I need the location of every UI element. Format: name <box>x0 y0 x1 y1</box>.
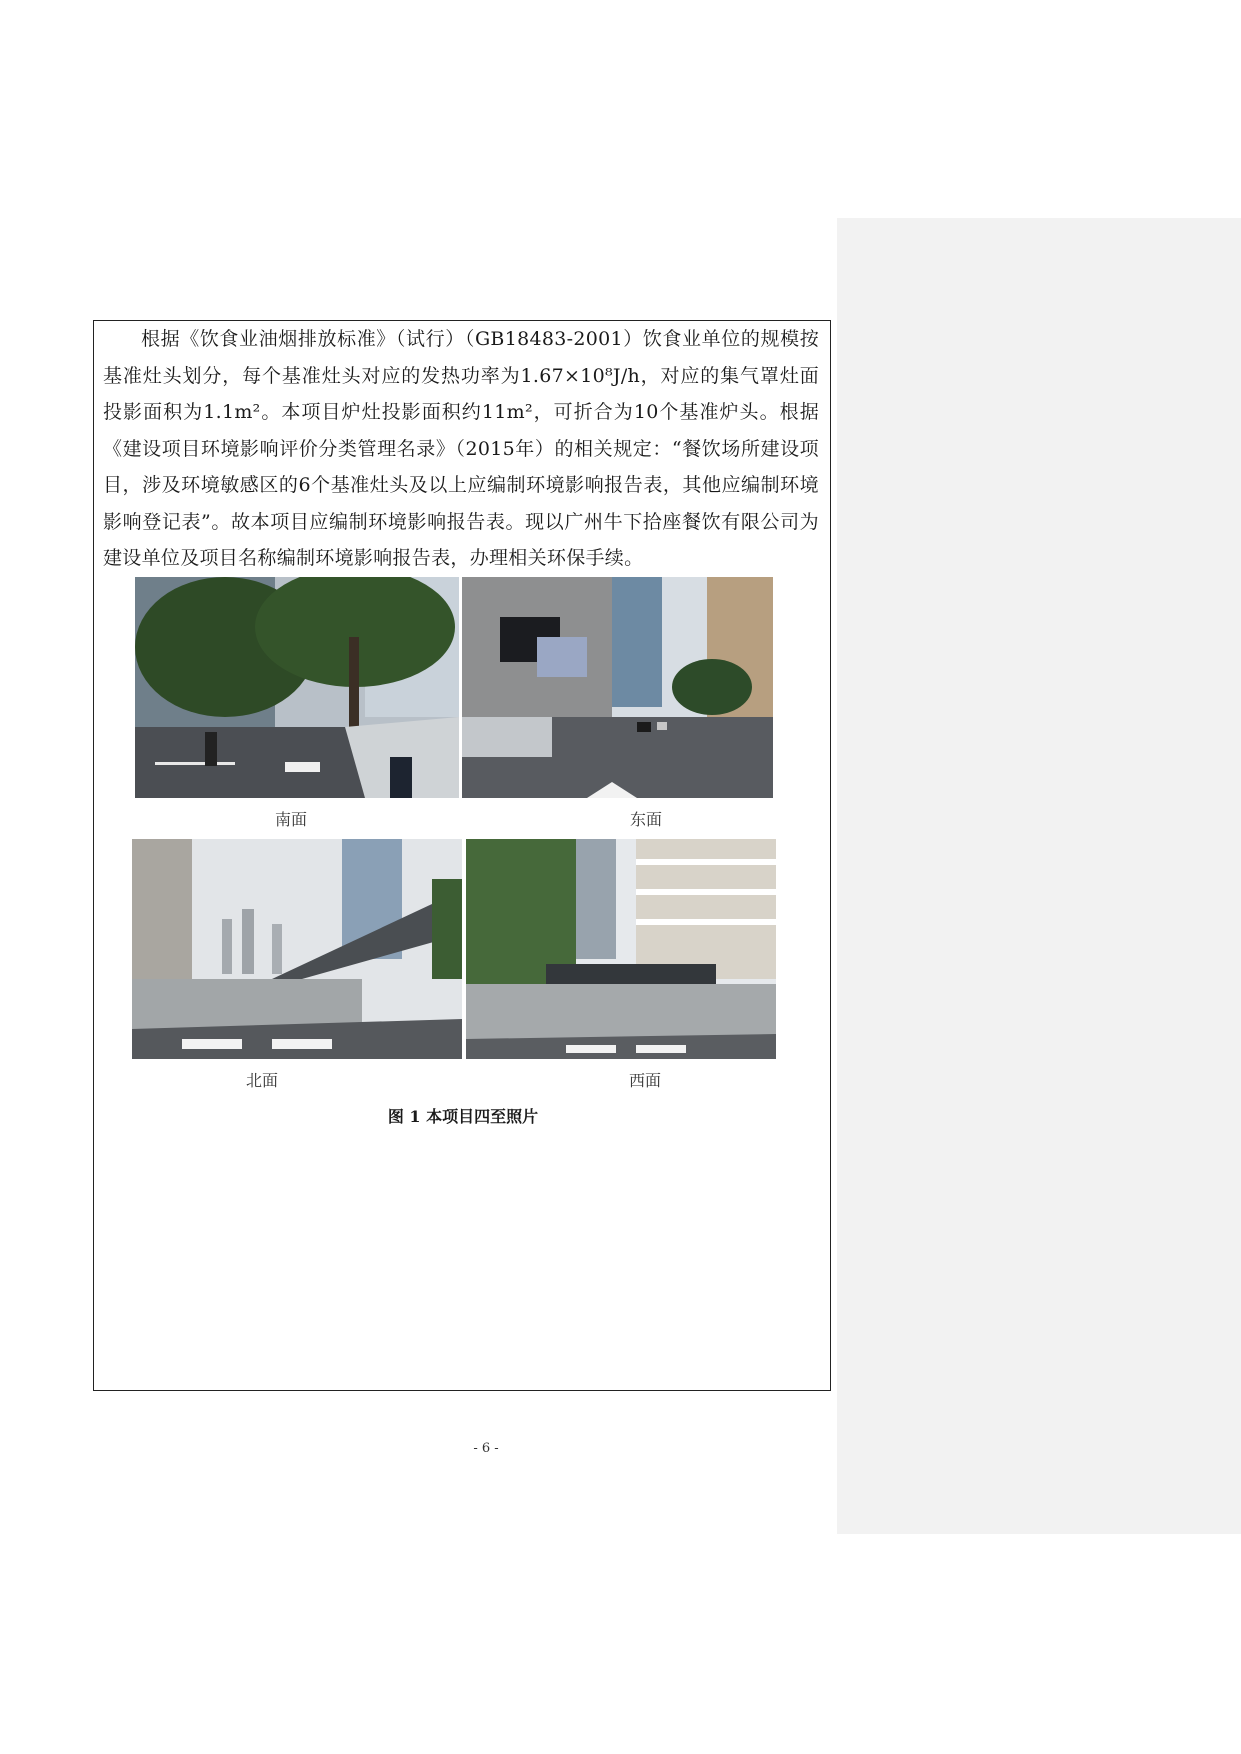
photo-south <box>135 577 459 798</box>
page-number: - 6 - <box>473 1441 499 1456</box>
content-frame <box>93 320 831 1391</box>
photo-east <box>462 577 773 798</box>
figure-title: 图 1 本项目四至照片 <box>387 1107 539 1126</box>
caption-east: 东面 <box>629 810 662 829</box>
body-paragraph: 根据《饮食业油烟排放标准》（试行）（GB18483-2001）饮食业单位的规模按基准灶头划分，每个基准灶头对应的发热功率为1.67×10⁸J/h，对应的集气罩灶面投影面积为1.1m²。本项目炉灶投影面积约11m²，可折合为10个基准炉头。根据《建设项目环境影响评价分类管理名录》（2015年）的相关规定：“餐饮场所建设项目，涉及环境敏感区的6个基准灶头及以上应编制环境影响报告表，其他应编制环境影响登记表”。故本项目应编制环境影响报告表。现以广州牛下拾座餐饮有限公司为建设单位及项目名称编制环境影响报告表，办理相关环保手续。 <box>103 328 819 569</box>
caption-south: 南面 <box>274 810 307 829</box>
caption-west: 西面 <box>628 1071 661 1090</box>
caption-north: 北面 <box>245 1071 278 1090</box>
photo-north <box>132 839 462 1059</box>
photo-west <box>466 839 776 1059</box>
comment-pane <box>837 218 1241 1534</box>
